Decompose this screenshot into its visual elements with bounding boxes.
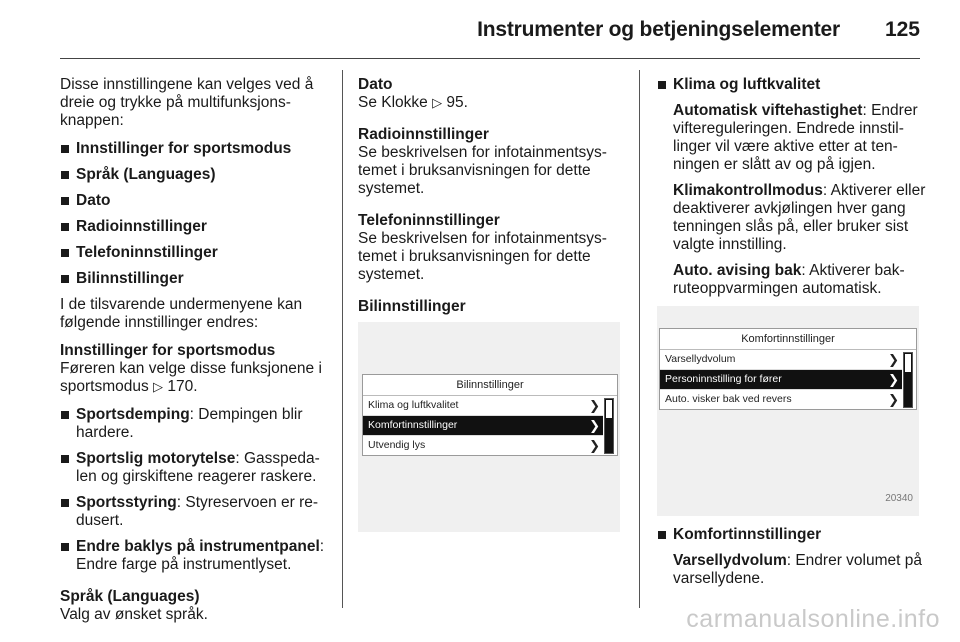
screen-menu-row: Utvendig lys ❯ (368, 438, 600, 453)
menu-list-item: Telefoninnstillinger (60, 244, 332, 262)
menu-list-item: Dato (60, 192, 332, 210)
column-middle (358, 76, 620, 544)
chevron-right-icon: ❯ (888, 352, 899, 367)
chevron-right-icon: ❯ (888, 392, 899, 407)
intro-text: Disse innstillingene kan velges ved å dreie og trykke på multifunksjons-knappen: (60, 76, 314, 129)
column-left (60, 76, 332, 634)
menu-list-item: Bilinnstillinger (60, 270, 332, 288)
display-screen (659, 328, 917, 410)
page-ref: 95. (446, 94, 468, 111)
column-divider (342, 70, 343, 608)
climate-item: Klimakontrollmodus: Aktiverer eller deaktiverer avkjølingen hver gang tenningen slås på, eller bruker sist valgte innstilling. (673, 182, 926, 253)
display-screen (362, 374, 618, 456)
sport-item: Sportslig motorytelse: Gasspeda-len og girskiftene reagerer raskere. (60, 450, 332, 486)
date-text: Se Klokke ▷ 95. (358, 94, 468, 111)
page-ref: 170. (167, 378, 198, 395)
header-rule (60, 58, 920, 59)
sport-item: Sportsdemping: Dempingen blir hardere. (60, 406, 332, 442)
screen-menu-row-selected: Komfortinnstillinger ❯ (363, 416, 603, 436)
menu-list-item: Språk (Languages) (60, 166, 332, 184)
radio-heading: Radioinnstillinger (358, 126, 489, 143)
screen-title: Bilinnstillinger (363, 375, 617, 396)
screen-menu-row: Klima og luftkvalitet ❯ (363, 396, 603, 416)
scrollbar-thumb (606, 400, 612, 418)
watermark-text: carmanualsonline.info (686, 605, 940, 633)
menu-list-item: Innstillinger for sportsmodus (60, 140, 332, 158)
column-right (657, 76, 927, 596)
phone-text: Se beskrivelsen for infotainmentsys-temet i bruksanvisningen for dette systemet. (358, 230, 607, 283)
comfort-item: Varsellydvolum: Endrer volumet på varsellydene. (673, 552, 922, 587)
comfort-heading: Komfortinnstillinger (657, 526, 927, 544)
page-number: 125 (884, 18, 920, 41)
submenu-text: I de tilsvarende undermenyene kan følgende innstillinger endres: (60, 296, 303, 331)
car-settings-heading: Bilinnstillinger (358, 298, 466, 315)
screen-menu-row-selected: Personinnstilling for fører ❯ (660, 370, 902, 390)
language-text: Valg av ønsket språk. (60, 606, 208, 623)
climate-item: Auto. avising bak: Aktiverer bak-ruteoppvarmingen automatisk. (673, 262, 905, 297)
phone-heading: Telefoninnstillinger (358, 212, 500, 229)
screen-menu-row: Auto. visker bak ved revers ❯ (665, 392, 899, 407)
scrollbar-thumb (905, 354, 911, 372)
page-title: Instrumenter og betjeningselementer (477, 18, 840, 41)
sport-text: Føreren kan velge disse funksjonene i sportsmodus ▷ 170. (60, 360, 322, 395)
chevron-right-icon: ❯ (589, 398, 600, 413)
screen-menu-row: Varsellydvolum ❯ (660, 350, 902, 370)
climate-heading: Klima og luftkvalitet (657, 76, 927, 94)
chevron-right-icon: ❯ (589, 418, 600, 433)
column-divider (639, 70, 640, 608)
screen-scrollbar (604, 398, 614, 454)
menu-list-item: Radioinnstillinger (60, 218, 332, 236)
page-ref-icon: ▷ (153, 379, 164, 394)
sport-item: Endre baklys på instrumentpanel: Endre farge på instrumentlyset. (60, 538, 332, 574)
screen-title: Komfortinnstillinger (660, 329, 916, 350)
chevron-right-icon: ❯ (589, 438, 600, 453)
display-screen-figure (657, 306, 919, 516)
sport-item: Sportsstyring: Styreservoen er re-dusert. (60, 494, 332, 530)
date-heading: Dato (358, 76, 393, 93)
language-heading: Språk (Languages) (60, 588, 200, 605)
display-screen-figure (358, 322, 620, 532)
climate-item: Automatisk viftehastighet: Endrer viftereguleringen. Endrede innstil-linger vil være aktive etter at ten-ningen er slått av og på igjen. (673, 102, 918, 173)
sport-heading: Innstillinger for sportsmodus (60, 342, 276, 359)
chevron-right-icon: ❯ (888, 372, 899, 387)
page-header (0, 0, 960, 60)
screen-scrollbar (903, 352, 913, 408)
page-ref-icon: ▷ (432, 95, 443, 110)
radio-text: Se beskrivelsen for infotainmentsys-temet i bruksanvisningen for dette systemet. (358, 144, 607, 197)
figure-number: 20340 (885, 493, 913, 504)
